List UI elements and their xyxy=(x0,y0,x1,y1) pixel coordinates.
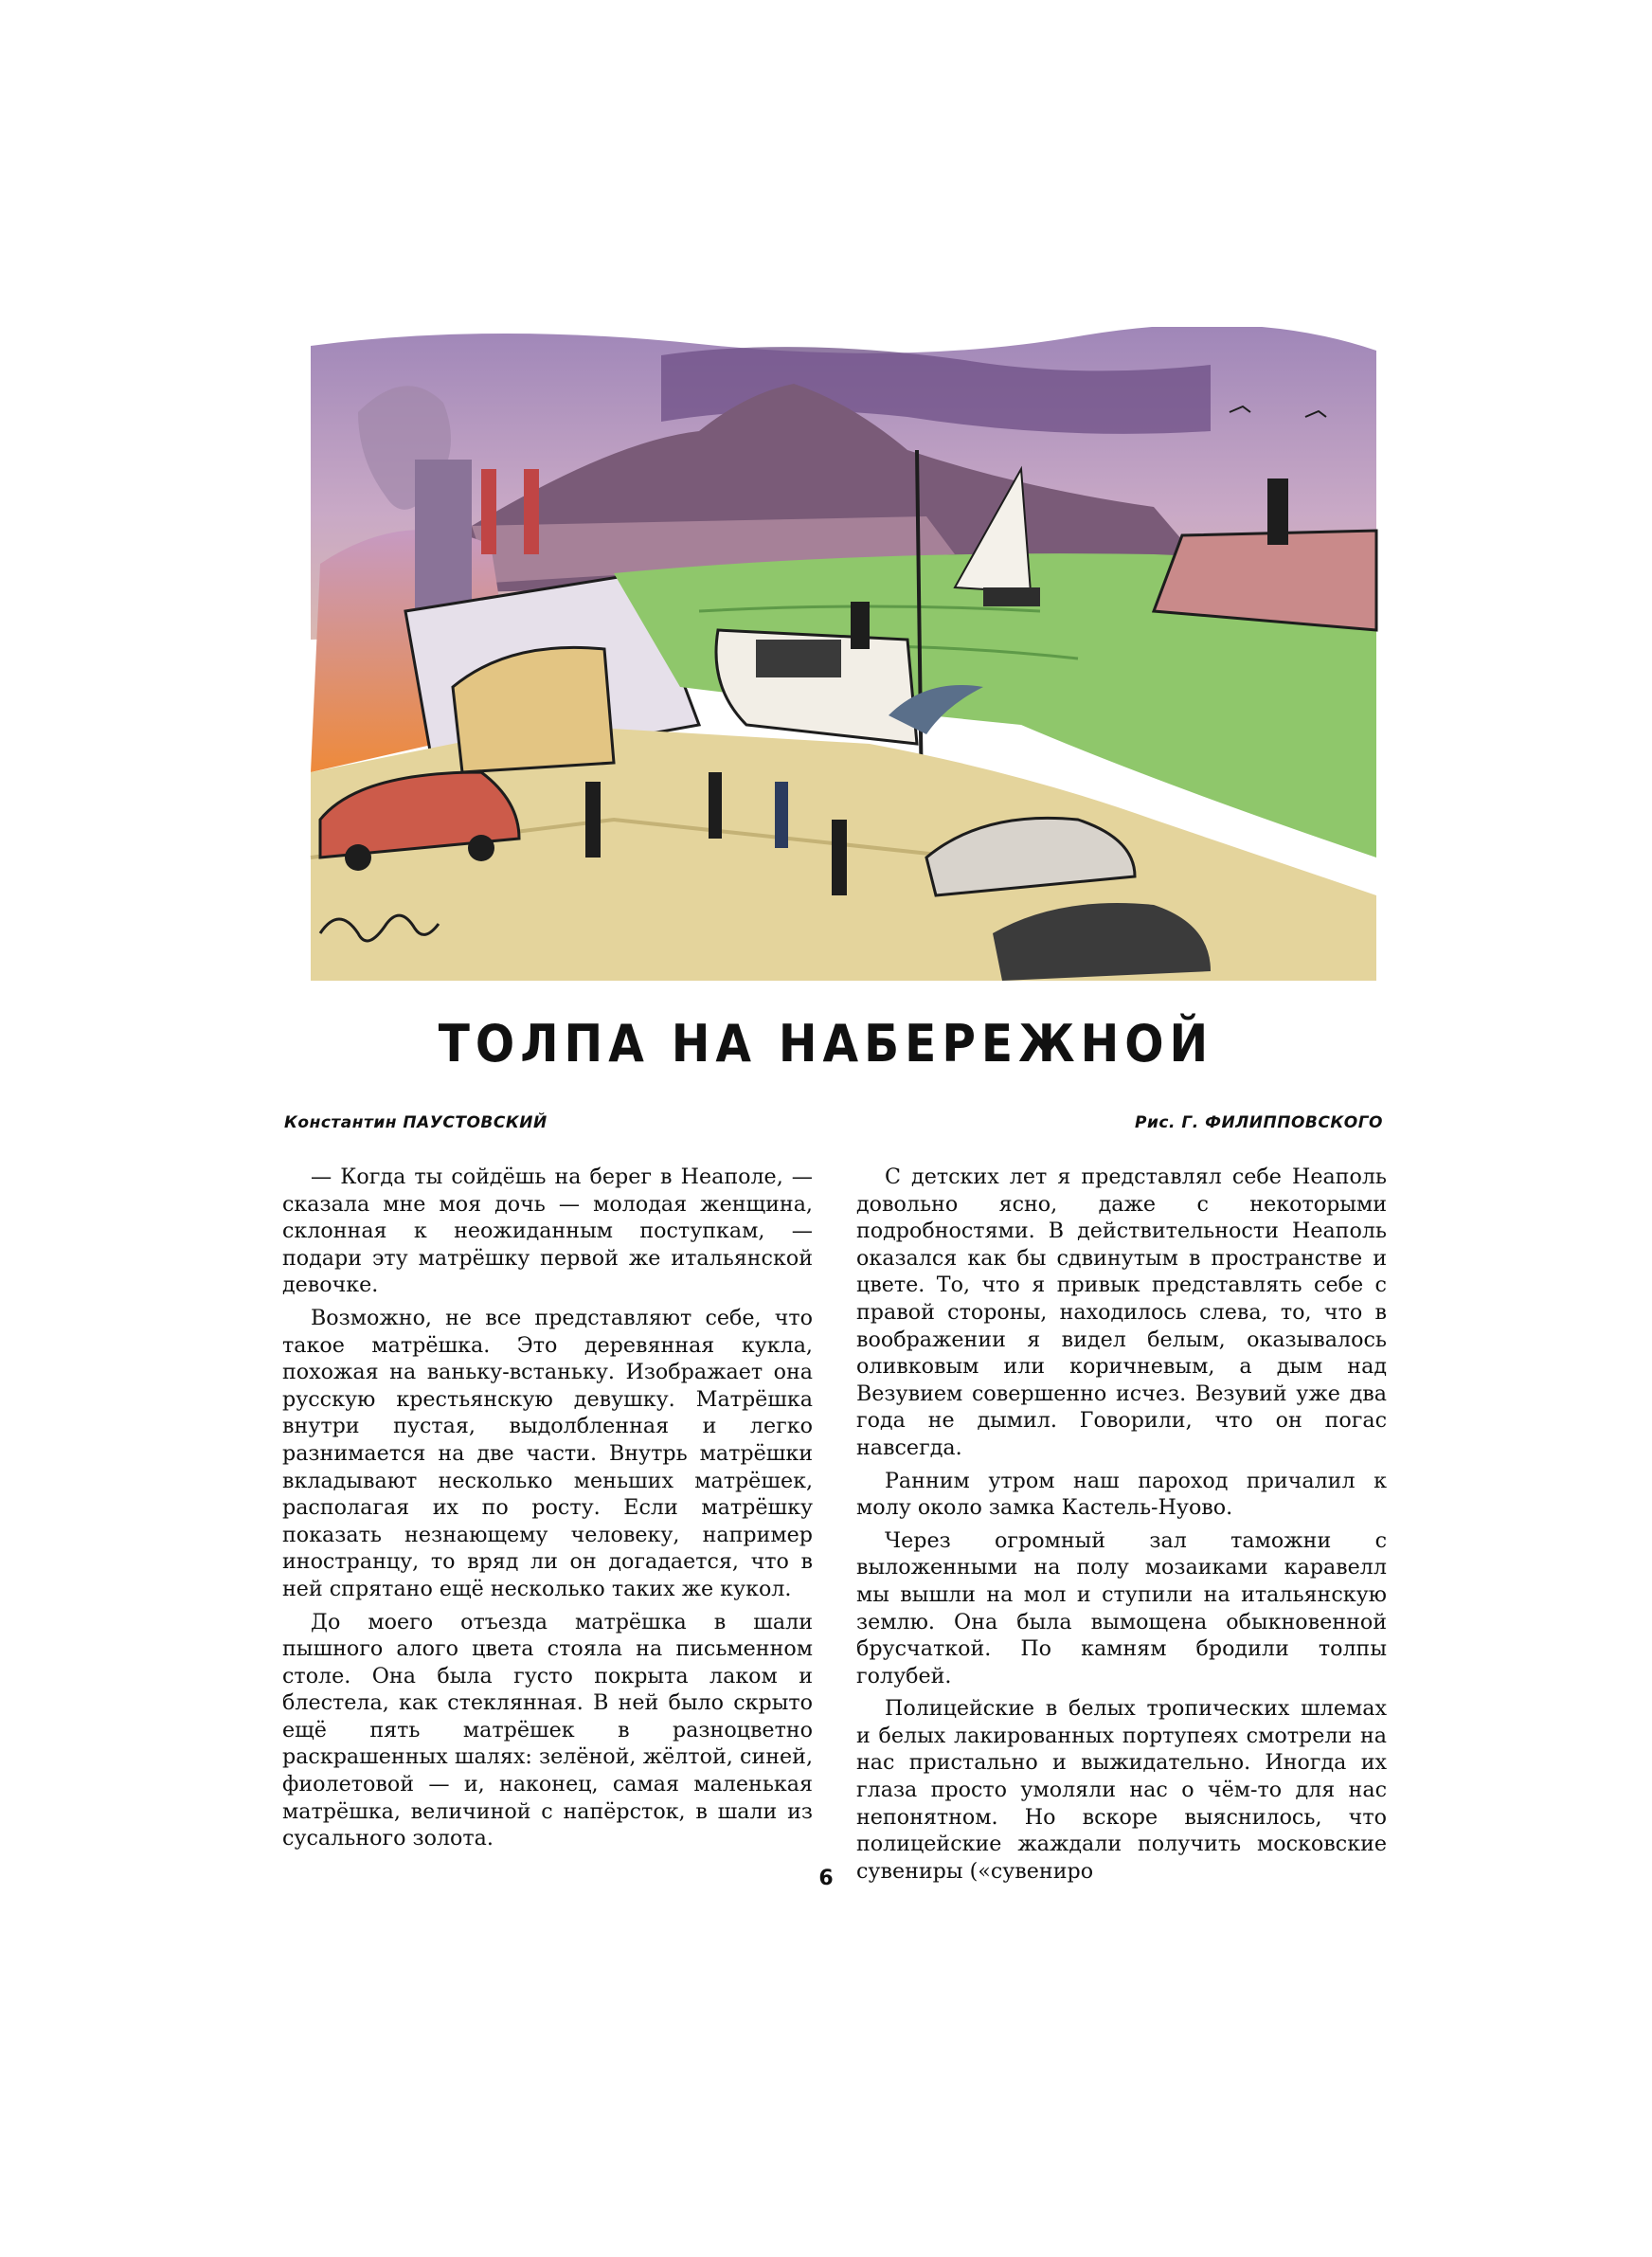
left-column xyxy=(282,1164,813,1858)
paragraph: До моего отъезда матрёшка в шали пышного алого цвета стояла на письменном столе. Она была густо покрыта лаком и блестела, как стеклянная. В ней было скрыто ещё пять матрёшек в разноцветно раскрашенных шалях: зелёной, жёлтой, синей, фиолетовой — и, наконец, самая маленькая матрёшка, величиной с напёрсток, в шали из сусального золота. xyxy=(282,1609,813,1851)
article-title: ТОЛПА НА НАБЕРЕЖНОЙ xyxy=(438,1014,1214,1074)
paragraph: Возможно, не все представляют себе, что такое матрёшка. Это деревянная кукла, похожая на ваньку-встаньку. Изображает она русскую крестьянскую девушку. Матрёшка внутри пустая, выдолбленная и легко разнимается на две части. Внутрь матрёшки вкладывают несколько меньших матрёшек, располагая их по росту. Если матрёшку показать незнающему человеку, например иностранцу, то вряд ли он догадается, что в ней спрятано ещё несколько таких же кукол. xyxy=(282,1305,813,1601)
right-column xyxy=(856,1164,1387,1890)
harbor-illustration xyxy=(301,327,1383,981)
author-byline: Константин ПАУСТОВСКИЙ xyxy=(284,1113,548,1132)
paragraph: С детских лет я представлял себе Неаполь довольно ясно, даже с некоторыми подробностями. В действительности Неаполь оказался как бы сдвинутым в пространстве и цвете. То, что я привык представлять себе с правой стороны, находилось слева, то, что в воображении я видел белым, оказывалось оливковым или коричневым, а дым над Везувием совершенно исчез. Везувий уже два года не дымил. Говорили, что он погас навсегда. xyxy=(856,1165,1387,1460)
paragraph: Ранним утром наш пароход причалил к молу около замка Кастель-Нуово. xyxy=(856,1468,1387,1521)
harbor-painting-icon xyxy=(301,327,1383,981)
illustrator-byline: Рис. Г. ФИЛИППОВСКОГО xyxy=(1135,1113,1383,1132)
paragraph: Полицейские в белых тропических шлемах и белых лакированных портупеях смотрели на нас пристально и выжидательно. Иногда их глаза просто умоляли нас о чём-то для нас непонятном. Но вскоре выяснилось, что полицейские жаждали получить московские сувениры («сувениро xyxy=(856,1696,1387,1884)
paragraph: Через огромный зал таможни с выложенными на полу мозаиками каравелл мы вышли на мол и ступили на итальянскую землю. Она была вымощена обыкновенной брусчаткой. По камням бродили толпы голубей. xyxy=(856,1527,1387,1688)
paragraph: — Когда ты сойдёшь на берег в Неаполе, — сказала мне моя дочь — молодая женщина, склонная к неожиданным поступкам, — подари эту матрёшку первой же итальянской девочке. xyxy=(282,1165,813,1298)
page-number: 6 xyxy=(818,1867,834,1890)
